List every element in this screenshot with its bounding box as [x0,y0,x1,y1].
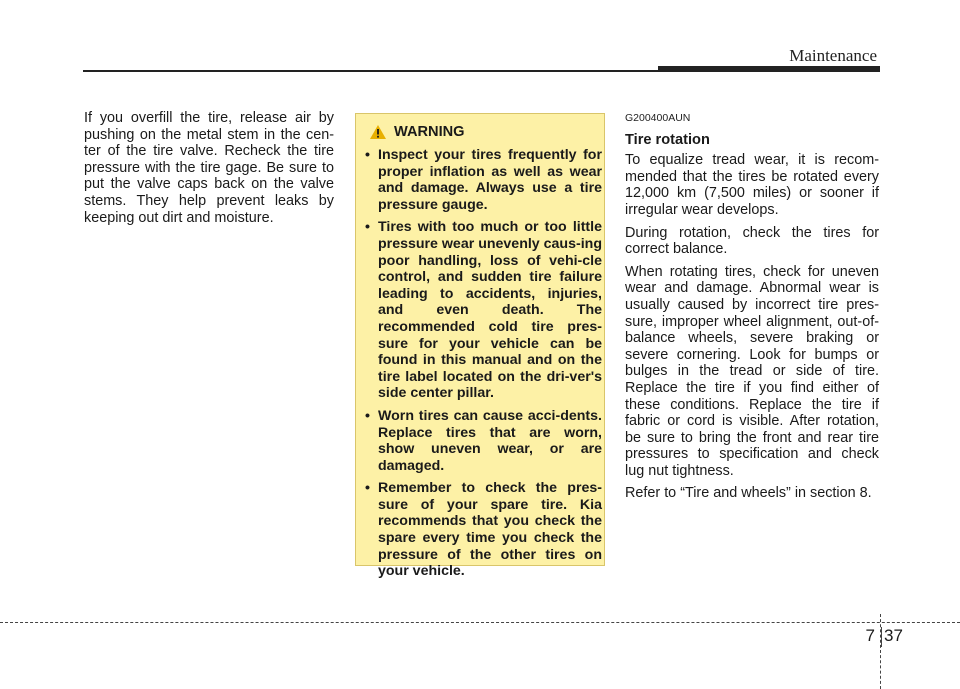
warning-item: • Worn tires can cause acci-dents. Replace tires that are worn, show uneven wear, or are damaged. [365,407,602,474]
warning-item-text: Inspect your tires frequently for proper inflation as well as wear and damage. Always use a tire pressure gauge. [378,147,602,213]
left-column-paragraph: If you overfill the tire, release air by pushing on the metal stem in the cen-ter of the tire valve. Recheck the tire pressure with the tire gage. Be sure to put the valve caps back on the valve stems. They help prevent leaks by keeping out dirt and moisture. [84,110,334,226]
warning-header [370,124,465,140]
page-number: 37 [884,626,903,645]
warning-item-text: Tires with too much or too little pressure wear unevenly caus-ing poor handling, loss of vehi-cle control, and sudden tire failure leading to accidents, injuries, and even death. The recommended cold tire pres-sure for your vehicle can be found in this manual and on the tire label located on the dri-ver's side center pillar. [378,219,602,402]
header-title: Maintenance [789,46,877,65]
warning-item: • Tires with too much or too little pressure wear unevenly caus-ing poor handling, loss of vehi-cle control, and sudden tire failure leading to accidents, injuries, and even death. The recommended cold tire pres-sure for your vehicle can be found in this manual and on the tire label located on the dri-ver's side center pillar. [365,219,602,402]
page-number-separator [881,627,882,647]
warning-title: WARNING [394,124,465,140]
right-column [625,110,879,508]
warning-item: • Inspect your tires frequently for proper inflation as well as wear and damage. Always use a tire pressure gauge. [365,147,602,213]
warning-box [355,113,605,580]
warning-item: • Remember to check the pres-sure of your spare tire. Kia recommends that you check the spare every time you check the pressure of the other tires on your vehicle. [365,480,602,580]
body-paragraph: Refer to “Tire and wheels” in section 8. [625,485,872,502]
page-section-number: 7 [865,626,875,645]
warning-triangle-icon [370,125,386,139]
section-heading: Tire rotation [625,131,710,148]
section-code: G200400AUN [625,112,691,124]
warning-item-text: Remember to check the pres-sure of your spare tire. Kia recommends that you check the spare every time you check the pressure of the other tires on your vehicle. [378,480,602,580]
footer-rule [0,622,960,623]
body-paragraph: When rotating tires, check for uneven wear and damage. Abnormal wear is usually caused by incorrect tire pres-sure, improper wheel alignment, out-of-balance wheels, severe braking or severe cornering. Look for bumps or bulges in the tread or side of tire. Replace the tire if you find either of these conditions. Replace the tire if fabric or cord is visible. After rotation, be sure to bring the front and rear tire pressures to specification and check lug nut tightness. [625,263,879,479]
body-paragraph: To equalize tread wear, it is recom-mended that the tires be rotated every 12,000 km (7,500 miles) or sooner if irregular wear develops. [625,152,879,218]
body-paragraph: During rotation, check the tires for correct balance. [625,224,879,258]
warning-item-text: Worn tires can cause acci-dents. Replace tires that are worn, show uneven wear, or are damaged. [378,407,602,474]
footer-divider [880,614,881,689]
header-accent-bar [658,66,880,72]
warning-list [365,147,602,586]
